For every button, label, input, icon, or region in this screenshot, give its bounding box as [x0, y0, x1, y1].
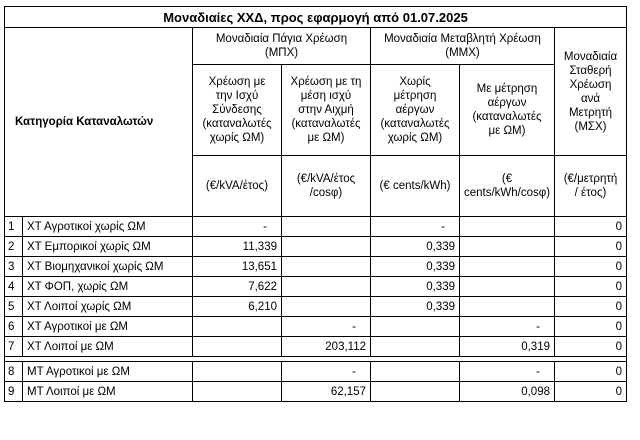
row-category: ΧΤ Λοιποί χωρίς ΩΜ	[23, 297, 193, 317]
cell-peak: -	[282, 317, 371, 337]
cell-peak: 203,112	[282, 337, 371, 357]
var-no-reactive-header: Χωρίς μέτρηση αέργων (καταναλωτές χωρίς ΩΜ)	[371, 65, 460, 156]
cell-var-yes	[460, 217, 555, 237]
cell-var-no: 0,339	[371, 257, 460, 277]
cell-peak: 62,157	[282, 382, 371, 402]
cell-kva: 11,339	[193, 237, 282, 257]
cell-var-yes: 0,319	[460, 337, 555, 357]
cell-meter: 0	[555, 382, 627, 402]
cell-peak	[282, 277, 371, 297]
unit-fixed-kva: (€/kVA/έτος)	[193, 156, 282, 217]
fixed-peak-header: Χρέωση με τη μέση ισχύ στην Αιχμή (καταναλωτές με ΩΜ)	[282, 65, 371, 156]
cell-var-no: 0,339	[371, 237, 460, 257]
variable-charge-abbr: (ΜΜΧ)	[445, 47, 480, 59]
row-number: 6	[5, 317, 23, 337]
cell-kva: -	[193, 217, 282, 237]
meter-charge-header: Μοναδιαία Σταθερή Χρέωση ανά Μετρητή (ΜΣΧ)	[555, 28, 627, 156]
cell-var-yes: 0,098	[460, 382, 555, 402]
table-row	[5, 277, 627, 297]
cell-peak	[282, 217, 371, 237]
cell-var-no: 0,339	[371, 277, 460, 297]
row-number: 7	[5, 337, 23, 357]
cell-kva	[193, 362, 282, 382]
cell-var-yes: -	[460, 362, 555, 382]
row-category: ΜΤ Λοιποί με ΩΜ	[23, 382, 193, 402]
row-number: 1	[5, 217, 23, 237]
fixed-kva-header: Χρέωση με την Ισχύ Σύνδεσης (καταναλωτές χωρίς ΩΜ)	[193, 65, 282, 156]
cell-var-no: 0,339	[371, 297, 460, 317]
cell-var-yes: -	[460, 317, 555, 337]
cell-kva: 6,210	[193, 297, 282, 317]
table-row	[5, 382, 627, 402]
cell-kva	[193, 382, 282, 402]
unit-fixed-peak: (€/kVA/έτος /cosφ)	[282, 156, 371, 217]
table-row	[5, 217, 627, 237]
row-number: 2	[5, 237, 23, 257]
table-row	[5, 297, 627, 317]
cell-kva: 7,622	[193, 277, 282, 297]
cell-kva	[193, 317, 282, 337]
unit-meter: (€/μετρητή / έτος)	[555, 156, 627, 217]
table-row	[5, 257, 627, 277]
table-title: Μοναδιαίες ΧΧΔ, προς εφαρμογή από 01.07.2025	[5, 7, 627, 28]
row-category: ΧΤ Λοιποί με ΩΜ	[23, 337, 193, 357]
row-number: 3	[5, 257, 23, 277]
tariff-table	[4, 6, 627, 402]
unit-var-yes: (€ cents/kWh/cosφ)	[460, 156, 555, 217]
cell-peak	[282, 297, 371, 317]
category-header: Κατηγορία Καταναλωτών	[5, 28, 193, 217]
row-category: ΧΤ Αγροτικοί χωρίς ΩΜ	[23, 217, 193, 237]
cell-var-yes	[460, 237, 555, 257]
row-number: 4	[5, 277, 23, 297]
row-number: 5	[5, 297, 23, 317]
row-category: ΧΤ Βιομηχανικοί χωρίς ΩΜ	[23, 257, 193, 277]
cell-kva	[193, 337, 282, 357]
cell-meter: 0	[555, 257, 627, 277]
cell-peak	[282, 257, 371, 277]
cell-var-yes	[460, 257, 555, 277]
cell-meter: 0	[555, 277, 627, 297]
cell-meter: 0	[555, 297, 627, 317]
row-category: ΧΤ Εμπορικοί χωρίς ΩΜ	[23, 237, 193, 257]
variable-charge-label: Μοναδιαία Μεταβλητή Χρέωση	[384, 33, 541, 45]
cell-var-no	[371, 337, 460, 357]
cell-var-no	[371, 362, 460, 382]
cell-peak: -	[282, 362, 371, 382]
cell-meter: 0	[555, 237, 627, 257]
table-row	[5, 337, 627, 357]
cell-var-no	[371, 382, 460, 402]
var-reactive-header: Με μέτρηση αέργων (καταναλωτές με ΩΜ)	[460, 65, 555, 156]
table-row	[5, 317, 627, 337]
fixed-charge-abbr: (ΜΠΧ)	[264, 47, 299, 59]
cell-meter: 0	[555, 337, 627, 357]
cell-var-no	[371, 317, 460, 337]
cell-peak	[282, 237, 371, 257]
table-row	[5, 237, 627, 257]
tariff-table-container	[4, 6, 627, 402]
cell-meter: 0	[555, 217, 627, 237]
cell-meter: 0	[555, 362, 627, 382]
fixed-charge-header	[193, 28, 371, 65]
row-number: 8	[5, 362, 23, 382]
row-category: ΜΤ Αγροτικοί με ΩΜ	[23, 362, 193, 382]
cell-var-yes	[460, 297, 555, 317]
cell-var-yes	[460, 277, 555, 297]
cell-kva: 13,651	[193, 257, 282, 277]
cell-var-no: -	[371, 217, 460, 237]
row-category: ΧΤ ΦΟΠ, χωρίς ΩΜ	[23, 277, 193, 297]
fixed-charge-label: Μοναδιαία Πάγια Χρέωση	[215, 33, 348, 45]
table-row	[5, 362, 627, 382]
variable-charge-header	[371, 28, 555, 65]
row-category: ΧΤ Αγροτικοί με ΩΜ	[23, 317, 193, 337]
cell-meter: 0	[555, 317, 627, 337]
unit-var-no: (€ cents/kWh)	[371, 156, 460, 217]
row-number: 9	[5, 382, 23, 402]
